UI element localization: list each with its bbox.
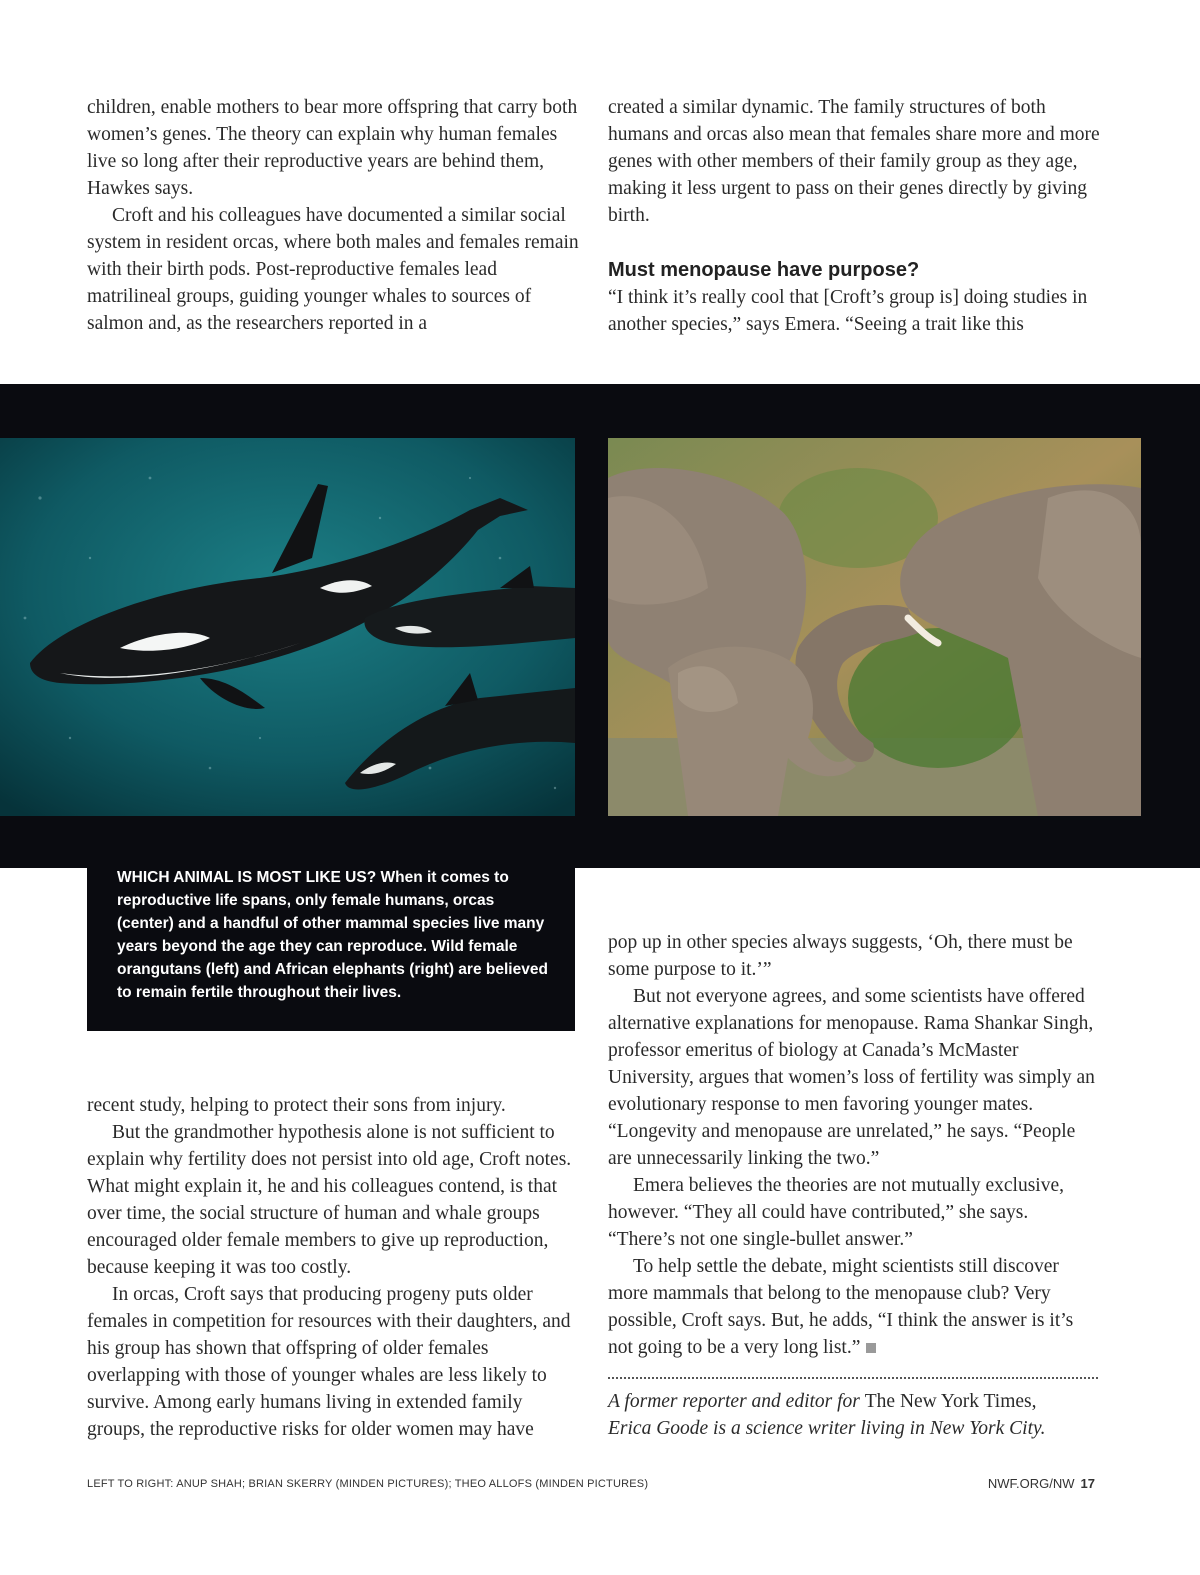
caption-lead: WHICH ANIMAL IS MOST LIKE US?: [117, 869, 377, 886]
paragraph: But not everyone agrees, and some scientists have offered alternative explanations for menopause. Rama Shankar Singh, professor emeritus of biology at Canada’s McMaster University, argues that women’s loss of fertility was simply an evolutionary response to men favoring younger mates. “Longevity and menopause are unrelated,” he says. “People are unnecessarily linking the two.”: [608, 986, 1095, 1169]
elephants-photo: [608, 438, 1141, 816]
section-subhead: Must menopause have purpose?: [608, 259, 920, 281]
bio-text-part1: A former reporter and editor for: [608, 1391, 865, 1412]
bio-divider: [608, 1377, 1098, 1379]
author-bio: [608, 1388, 1100, 1442]
article-column-right-top: [608, 94, 1100, 338]
paragraph-final: [608, 1253, 1100, 1361]
photo-credits: LEFT TO RIGHT: ANUP SHAH; BRIAN SKERRY (MINDEN PICTURES); THEO ALLOFS (MINDEN PICTURES): [87, 1478, 649, 1490]
page-folio: [988, 1476, 1095, 1491]
paragraph: created a similar dynamic. The family structures of both humans and orcas also mean that females share more and more genes with other members of their family group as they age, making it less urgent to pass on their genes directly by giving birth.: [608, 97, 1100, 226]
end-of-story-icon: [866, 1343, 876, 1353]
paragraph: But the grandmother hypothesis alone is not sufficient to explain why fertility does not persist into old age, Croft notes. What might explain it, he and his colleagues contend, is that over time, the social structure of human and whale groups encouraged older female members to give up reproduction, because keeping it was too costly.: [87, 1122, 572, 1278]
paragraph: Croft and his colleagues have documented a similar social system in resident orcas, where both males and females remain with their birth pods. Post-reproductive females lead matrilineal groups, guiding younger whales to sources of salmon and, as the researchers reported in a: [87, 205, 579, 334]
article-column-right-bottom: [608, 929, 1100, 1361]
article-column-left-top: [87, 94, 579, 337]
paragraph: Emera believes the theories are not mutually exclusive, however. “They all could have contributed,” she says. “There’s not one single-bullet answer.”: [608, 1175, 1065, 1250]
orcas-photo: [0, 438, 575, 816]
article-column-left-bottom: [87, 1092, 579, 1443]
page-number: 17: [1080, 1476, 1095, 1491]
paragraph: “I think it’s really cool that [Croft’s group is] doing studies in another species,” says Emera. “Seeing a trait like this: [608, 287, 1088, 335]
paragraph: pop up in other species always suggests, ‘Oh, there must be some purpose to it.’”: [608, 932, 1073, 980]
final-paragraph-text: To help settle the debate, might scientists still discover more mammals that belong to the menopause club? Very possible, Croft says. But, he adds, “I think the answer is it’s not going to be a very long list.”: [608, 1256, 1074, 1358]
bio-text-part2: Erica Goode is a science writer living in New York City.: [608, 1418, 1046, 1439]
paragraph: recent study, helping to protect their sons from injury.: [87, 1095, 506, 1116]
paragraph: In orcas, Croft says that producing progeny puts older females in competition for resources with their daughters, and his group has shown that offspring of older females overlapping with those of younger whales are less likely to survive. Among early humans living in extended family groups, the reproductive risks for older women may have: [87, 1284, 571, 1440]
site-url: NWF.ORG/NW: [987, 1476, 1075, 1491]
bio-publication: The New York Times,: [864, 1391, 1037, 1412]
paragraph: children, enable mothers to bear more offspring that carry both women’s genes. The theory can explain why human females live so long after their reproductive years are behind them, Hawkes says.: [87, 97, 578, 199]
caption-text: When it comes to reproductive life spans, only female humans, orcas (center) and a handful of other mammal species live many years beyond the age they can reproduce. Wild female orangutans (left) and African elephants (right) are believed to remain fertile throughout their lives.: [117, 869, 548, 1001]
photo-caption: [87, 866, 575, 1031]
